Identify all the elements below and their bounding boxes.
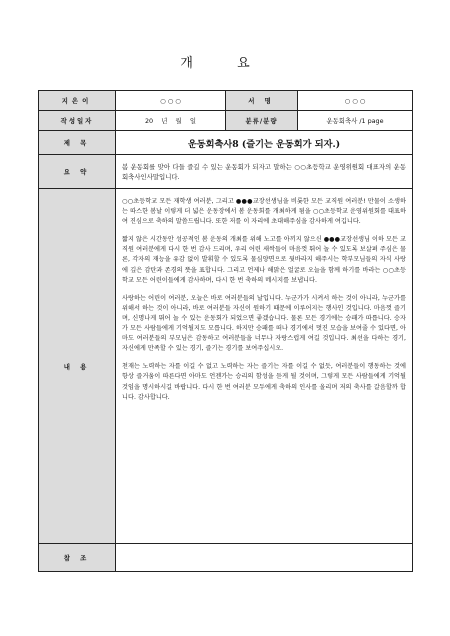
overview-table (38, 90, 413, 572)
reference-label: 참 조 (39, 544, 116, 572)
summary-row (39, 155, 413, 189)
content-body (116, 189, 413, 544)
reference-value (116, 544, 413, 572)
content-label: 내 용 (39, 189, 116, 544)
summary-value: 봄 운동회를 맞아 다들 즐길 수 있는 운동회가 되자고 말하는 ○○초등학교 운영위원회 대표자의 운동회축사인사말입니다. (116, 155, 413, 189)
date-value: 20 년 월 일 (116, 111, 226, 131)
summary-label: 요 약 (39, 155, 116, 189)
content-paragraph-1: ○○초등학교 모든 재학생 여러분, 그리고 ●●●교장선생님을 비롯한 모든 교직원 여러분! 만물이 소생하는 따스한 봄날 이렇게 더 넓은 운동장에서 봄 운동회를 개최하게 됨을 ○○초등학교 운영위원회를 대표하여 진심으로 축하의 말씀드립니다. 또한 저를 이 자리에 초대해주심을 감사하게 여깁니다. (122, 198, 406, 226)
content-paragraph-2: 짧지 않은 시간동안 성공적인 봄 운동의 개최를 위해 노고를 아끼지 않으신 ●●●교장선생님 이하 모든 교직원 여러분에게 다시 한 번 감사 드리며, 우리 어린 새싹들이 마음껏 뛰어 놀 수 있도록 보살펴 주심은 물론, 각자의 재능을 유감 없이 발휘할 수 있도록 물심양면으로 뒷바라지 해주시는 학부모님들의 자식 사랑에 깊은 감탄과 존경의 뜻을 표합니다. 그리고 언제나 해맑은 얼굴로 오늘을 함께 하기를 바라는 ○○초등학교 모든 어린이들에게 감사하며, 다시 한 번 축하의 메시지를 보냅니다. (122, 236, 406, 284)
date-row (39, 111, 413, 131)
subject-value: 운동회축사8 (즐기는 운동회가 되자.) (116, 131, 413, 155)
author-row (39, 91, 413, 111)
subject-row (39, 131, 413, 155)
page-title: 개 요 (180, 56, 270, 71)
subject-label: 제 목 (39, 131, 116, 155)
signature-label: 서 명 (226, 91, 298, 111)
author-value: ○ ○ ○ (116, 91, 226, 111)
content-paragraph-3: 사랑하는 어린이 여러분, 오늘은 바로 여러분들의 날입니다. 누군가가 시켜서 하는 것이 아니라, 누군가를 위해서 하는 것이 아니라, 바로 여러분들 자신이 원하기 때문에 이루어지는 행사인 것입니다. 마음껏 즐기며, 신명나게 뛰어 놀 수 있는 운동회가 되었으면 좋겠습니다. 물론 모든 경기에는 승패가 따릅니다. 승자가 모든 사람들에게 기억될지도 모릅니다. 하지만 승패를 떠나 경기에서 멋진 모습을 보여줄 수 있다면, 아마도 여러분들의 부모님은 감동하고 여러분들을 너무나 자랑스럽게 여길 것입니다. 최선을 다하는 경기, 자신에게 만족할 수 있는 경기, 즐기는 경기를 보여주십시오. (122, 294, 406, 353)
reference-row (39, 544, 413, 572)
author-label: 지은이 (39, 91, 116, 111)
category-value: 운동회축사 /1 page (298, 111, 413, 131)
category-label: 분류/분량 (226, 111, 298, 131)
content-paragraph-4: 천재는 노력하는 자를 이길 수 없고 노력하는 자는 즐기는 자를 이길 수 없듯, 여러분들이 행동하는 것에 항상 즐거움이 따른다면 아마도 언젠가는 승리의 함성을 듣게 될 것이며, 그렇게 모든 사람들에게 기억될 것임을 명시하시길 바랍니다. 다시 한 번 여러분 모두에게 축하의 인사를 올리며 저의 축사를 갈음할까 합니다. 감사합니다. (122, 363, 406, 401)
content-row (39, 189, 413, 544)
date-label: 작성일자 (39, 111, 116, 131)
signature-value: ○ ○ ○ (298, 91, 413, 111)
